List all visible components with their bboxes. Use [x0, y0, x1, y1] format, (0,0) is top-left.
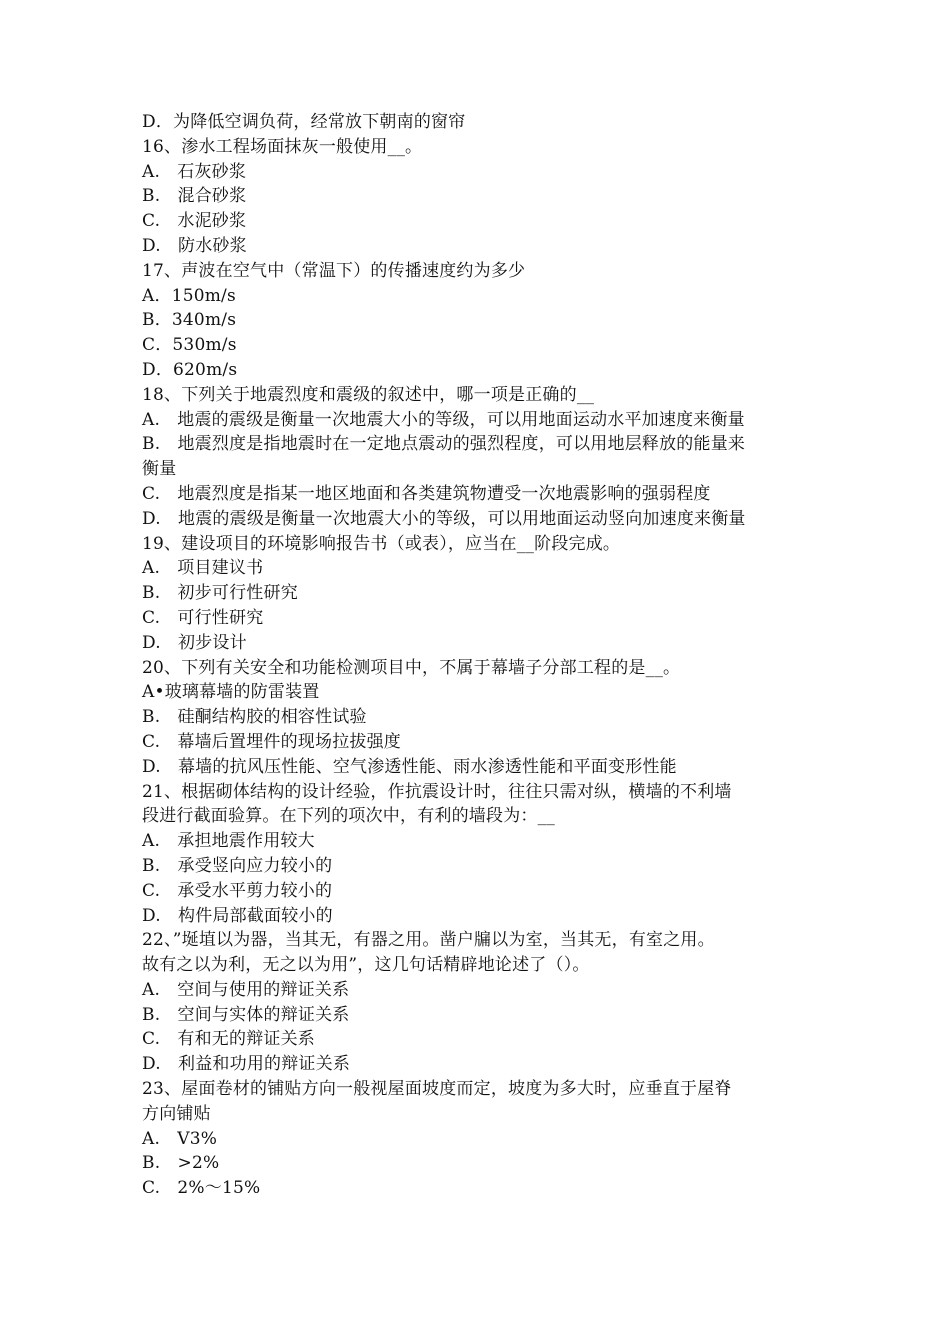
option-line: A. 地震的震级是衡量一次地震大小的等级，可以用地面运动水平加速度来衡量	[142, 409, 745, 430]
option-line: D. 地震的震级是衡量一次地震大小的等级，可以用地面运动竖向加速度来衡量	[142, 508, 746, 529]
option-line: B. 地震烈度是指地震时在一定地点震动的强烈程度，可以用地层释放的能量来	[142, 434, 746, 455]
document-body	[142, 110, 822, 1201]
option-line: D. 初步设计	[142, 632, 247, 653]
option-line: A. V3%	[142, 1128, 218, 1149]
question-line: 18、下列关于地震烈度和震级的叙述中，哪一项是正确的__	[142, 384, 595, 405]
option-line: A. 承担地震作用较大	[142, 831, 315, 852]
question-line-continued: 段进行截面验算。在下列的项次中，有利的墙段为：__	[142, 806, 555, 827]
option-line: D．为降低空调负荷，经常放下朝南的窗帘	[142, 112, 466, 132]
option-line: C. 幕墙后置埋件的现场拉拔强度	[142, 731, 402, 752]
option-line: D．620m/s	[142, 359, 238, 380]
option-line: C. 承受水平剪力较小的	[142, 880, 333, 901]
option-line: B. 混合砂浆	[142, 186, 247, 207]
option-line-continued: 衡量	[142, 459, 177, 480]
option-line: A. 空间与使用的辩证关系	[142, 979, 350, 1000]
option-line: B. 承受竖向应力较小的	[142, 855, 333, 876]
question-line: 22、”埏埴以为器，当其无，有器之用。凿户牖以为室，当其无，有室之用。	[142, 930, 715, 951]
option-line: A. 项目建议书	[142, 558, 264, 579]
option-line: B. 空间与实体的辩证关系	[142, 1004, 350, 1025]
question-line: 16、渗水工程场面抹灰一般使用__。	[142, 136, 423, 157]
option-line: C．530m/s	[142, 335, 237, 356]
option-line: D. 防水砂浆	[142, 235, 247, 256]
option-line: A•玻璃幕墙的防雷装置	[142, 682, 320, 703]
question-line: 19、建设项目的环境影响报告书（或表），应当在__阶段完成。	[142, 533, 621, 554]
question-line: 17、声波在空气中（常温下）的传播速度约为多少	[142, 260, 526, 281]
option-line: D. 构件局部截面较小的	[142, 905, 333, 926]
option-line: D. 利益和功用的辩证关系	[142, 1054, 351, 1075]
option-line: B. >2%	[142, 1153, 220, 1174]
option-line: A．150m/s	[142, 285, 236, 306]
question-line-continued: 方向铺贴	[142, 1103, 211, 1124]
option-line: C. 水泥砂浆	[142, 211, 247, 232]
question-line: 21、根据砌体结构的设计经验，作抗震设计时，往往只需对纵，横墙的不利墙	[142, 781, 732, 802]
option-line: C. 地震烈度是指某一地区地面和各类建筑物遭受一次地震影响的强弱程度	[142, 483, 711, 504]
option-line: A. 石灰砂浆	[142, 161, 247, 182]
question-line-continued: 故有之以为利，无之以为用”，这几句话精辟地论述了（）。	[142, 955, 590, 976]
question-line: 20、下列有关安全和功能检测项目中，不属于幕墙子分部工程的是__。	[142, 657, 681, 678]
option-line: C. 有和无的辩证关系	[142, 1029, 316, 1050]
option-line: B. 硅酮结构胶的相容性试验	[142, 707, 367, 728]
option-line: C. 2%〜15%	[142, 1178, 261, 1199]
option-line: B. 初步可行性研究	[142, 583, 298, 604]
question-line: 23、屋面卷材的铺贴方向一般视屋面坡度而定，坡度为多大时，应垂直于屋脊	[142, 1079, 732, 1100]
option-line: B．340m/s	[142, 310, 237, 331]
option-line: D. 幕墙的抗风压性能、空气渗透性能、雨水渗透性能和平面变形性能	[142, 756, 677, 777]
option-line: C. 可行性研究	[142, 607, 264, 628]
